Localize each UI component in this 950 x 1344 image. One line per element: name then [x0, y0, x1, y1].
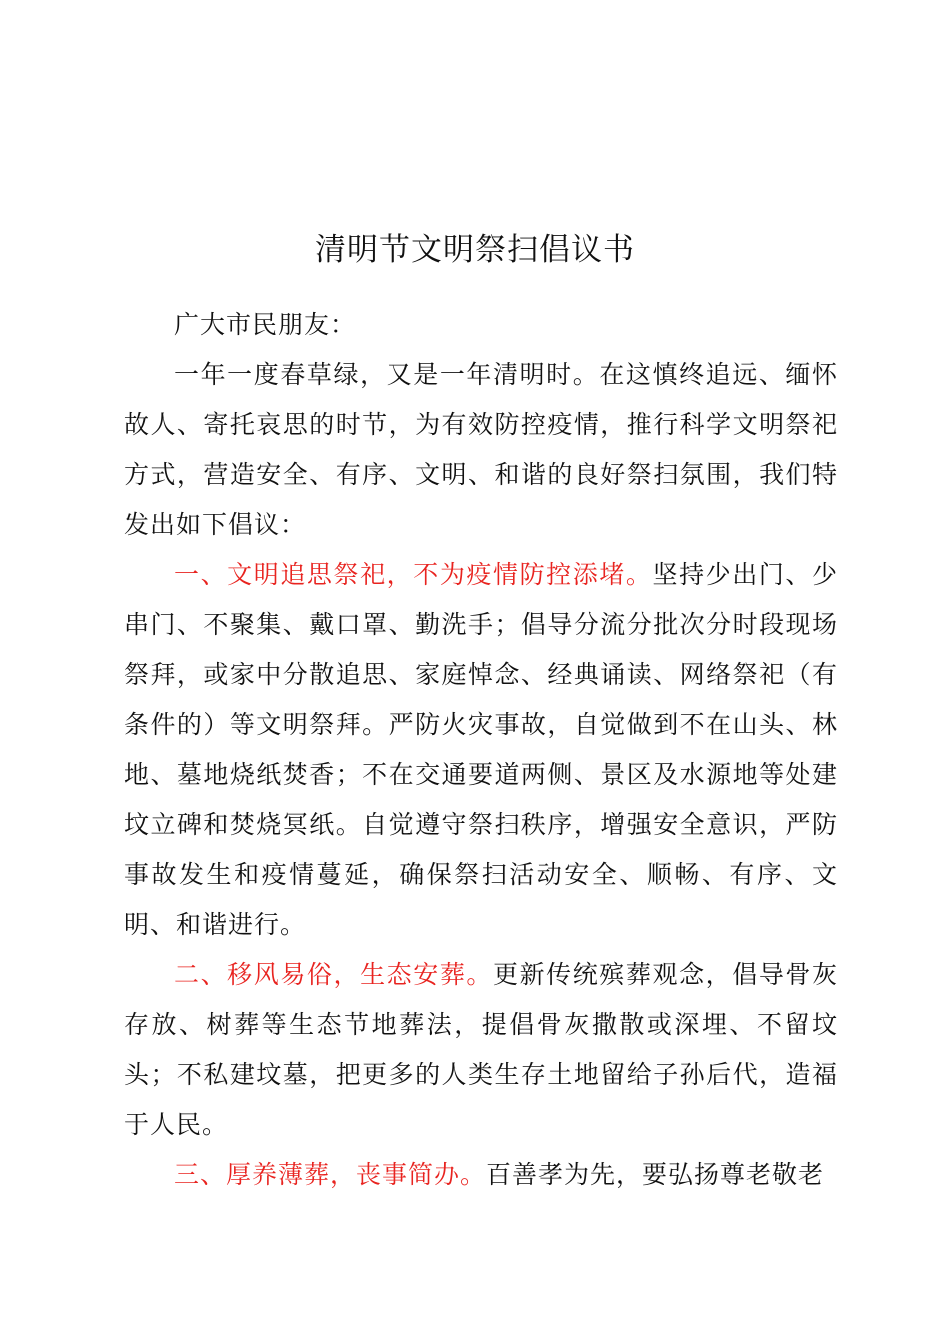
salutation: 广大市民朋友：: [174, 310, 357, 339]
document-body: [124, 300, 838, 1200]
section-paragraph-2: [124, 950, 838, 1150]
section-text-2: 更新传统殡葬观念，倡导骨灰存放、树葬等生态节地葬法，提倡骨灰撒散或深埋、不留坟头；不私建坟墓，把更多的人类生存土地留给子孙后代，造福于人民。: [124, 960, 838, 1139]
document-title: 清明节文明祭扫倡议书: [315, 232, 635, 268]
section-heading-2: 二、移风易俗，生态安葬。: [174, 960, 493, 989]
section-text-1: 坚持少出门、少串门、不聚集、戴口罩、勤洗手；倡导分流分批次分时段现场祭拜，或家中分散追思、家庭悼念、经典诵读、网络祭祀（有条件的）等文明祭拜。严防火灾事故，自觉做到不在山头、林地、墓地烧纸焚香；不在交通要道两侧、景区及水源地等处建坟立碑和焚烧冥纸。自觉遵守祭扫秩序，增强安全意识，严防事故发生和疫情蔓延，确保祭扫活动安全、顺畅、有序、文明、和谐进行。: [124, 560, 838, 939]
section-text-3: 百善孝为先，要弘扬尊老敬老: [486, 1160, 825, 1189]
intro-paragraph: 一年一度春草绿，又是一年清明时。在这慎终追远、缅怀故人、寄托哀思的时节，为有效防控疫情，推行科学文明祭祀方式，营造安全、有序、文明、和谐的良好祭扫氛围，我们特发出如下倡议：: [124, 360, 838, 539]
section-paragraph-1: [124, 550, 838, 950]
section-heading-1: 一、文明追思祭祀，不为疫情防控添堵。: [174, 560, 653, 589]
section-heading-3: 三、厚养薄葬，丧事简办。: [174, 1160, 487, 1189]
section-paragraph-3: [124, 1150, 838, 1200]
